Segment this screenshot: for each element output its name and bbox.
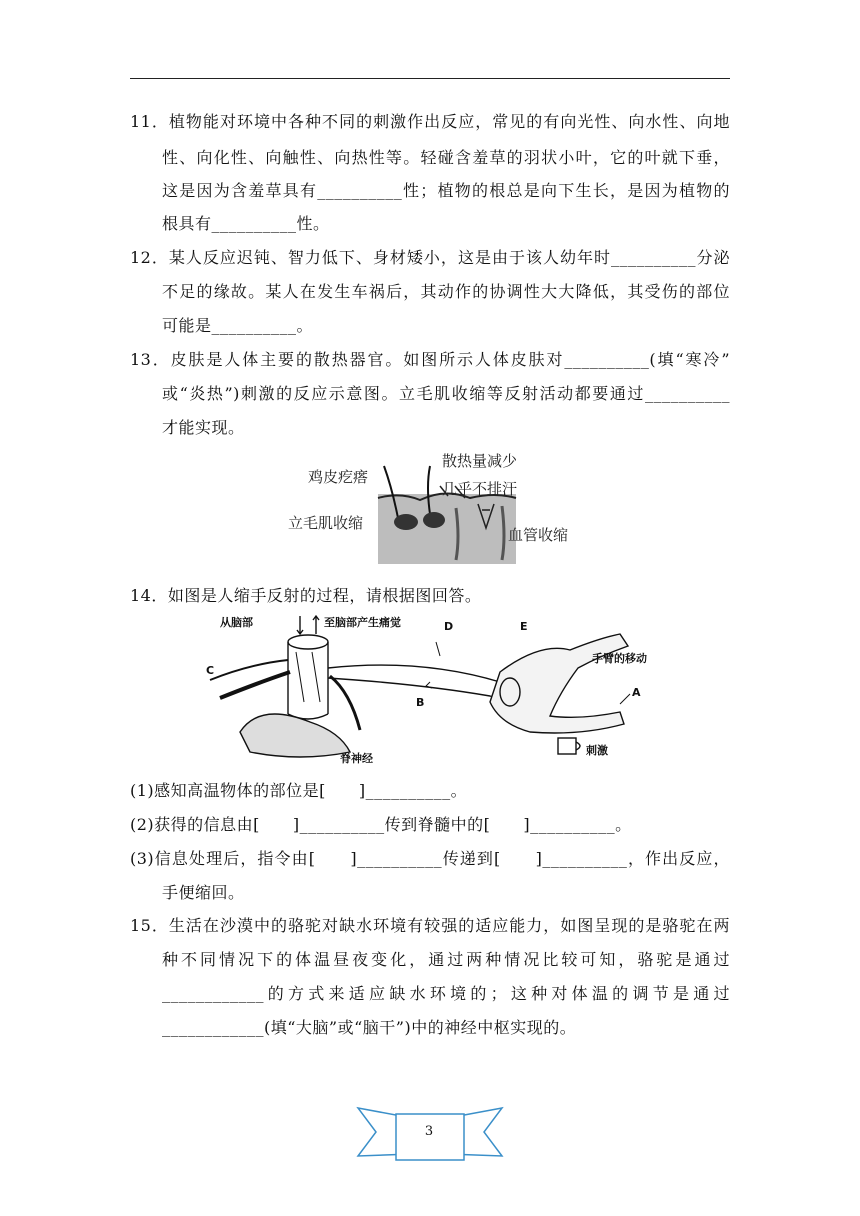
q14-sub-1: (1)感知高温物体的部位是[ ]__________。	[130, 781, 468, 800]
hair-2	[428, 466, 430, 514]
q11-line-3: 这是因为含羞草具有__________性；植物的根总是向下生长，是因为植物的	[162, 181, 730, 200]
q15-line-1: 15．生活在沙漠中的骆驼对缺水环境有较强的适应能力，如图呈现的是骆驼在两	[130, 916, 730, 935]
label-A: A	[632, 686, 641, 699]
label-E: E	[520, 620, 528, 633]
skin-section-image	[378, 494, 516, 564]
label-less-heat-loss: 散热量减少	[442, 452, 518, 470]
q14-sub-2: (2)获得的信息由[ ]__________传到脊髓中的[ ]__________。	[130, 815, 632, 834]
label-from-brain: 从脑部	[220, 616, 253, 629]
label-spinal-nerve: 脊神经	[340, 752, 373, 765]
label-arm-movement: 手臂的移动	[592, 652, 647, 665]
label-B: B	[416, 696, 425, 709]
label-D: D	[444, 620, 454, 633]
label-to-brain-pain: 至脑部产生痛觉	[324, 616, 401, 629]
q12-line-2: 不足的缘故。某人在发生车祸后，其动作的协调性大大降低，其受伤的部位	[162, 282, 730, 301]
label-arrector-pili-contract: 立毛肌收缩	[288, 514, 364, 532]
skin-cold-response-figure	[280, 448, 580, 568]
q15-line-3: ____________的方式来适应缺水环境的；这种对体温的调节是通过	[162, 984, 730, 1003]
q13-line-1: 13．皮肤是人体主要的散热器官。如图所示人体皮肤对__________(填“寒冷”	[130, 350, 730, 369]
reflex-arc-figure	[200, 612, 660, 772]
q14-sub-3: (3)信息处理后，指令由[ ]__________传递到[ ]__________，作出反应，	[130, 849, 730, 868]
q11-line-1: 11．植物能对环境中各种不同的刺激作出反应，常见的有向光性、向水性、向地	[130, 112, 730, 131]
label-C: C	[206, 664, 215, 677]
q14-sub-3-cont: 手便缩回。	[162, 883, 245, 902]
q14-line-1: 14．如图是人缩手反射的过程，请根据图回答。	[130, 586, 482, 605]
q15-line-4: ____________(填“大脑”或“脑干”)中的神经中枢实现的。	[162, 1018, 577, 1037]
label-goosebumps: 鸡皮疙瘩	[308, 468, 369, 486]
q13-line-2: 或“炎热”)刺激的反应示意图。立毛肌收缩等反射活动都要通过__________	[162, 384, 730, 403]
q12-line-1: 12．某人反应迟钝、智力低下、身材矮小，这是由于该人幼年时__________分泌	[130, 248, 730, 267]
page-number: 3	[424, 1124, 434, 1139]
q11-line-4: 根具有__________性。	[162, 214, 330, 233]
label-vasoconstriction: 血管收缩	[508, 526, 569, 544]
q15-line-2: 种不同情况下的体温昼夜变化，通过两种情况比较可知，骆驼是通过	[162, 950, 730, 969]
label-almost-no-sweat: 几乎不排汗	[442, 480, 518, 498]
q13-line-3: 才能实现。	[162, 418, 245, 437]
q12-line-3: 可能是__________。	[162, 316, 314, 335]
q11-line-2: 性、向化性、向触性、向热性等。轻碰含羞草的羽状小叶，它的叶就下垂，	[162, 148, 730, 167]
header-rule	[130, 78, 730, 79]
label-stimulus: 刺激	[586, 744, 608, 757]
